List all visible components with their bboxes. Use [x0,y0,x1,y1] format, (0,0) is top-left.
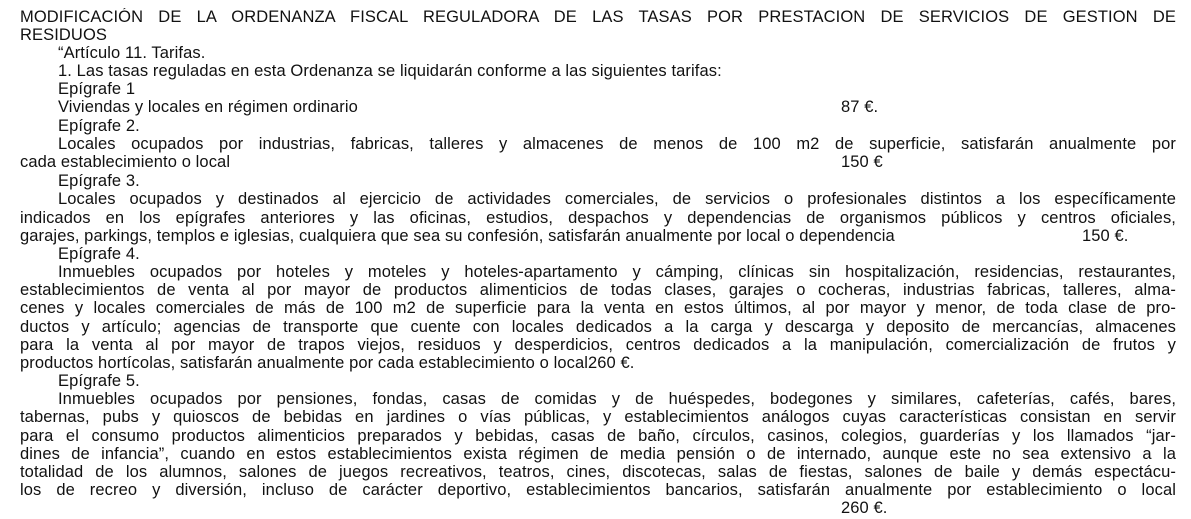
epigrafe-5-text-line-3: para el consumo productos alimenticios preparados y bebidas, casas de baño, círculos, casinos, colegios, guarderías y los llamados “jar- [20,427,1176,445]
epigrafe-5-text-line-4: dines de infancia”, cuando en estos establecimientos exista régimen de media pensión o de internado, aunque este no sea extensivo a la [20,445,1176,463]
epigrafe-5-text-line-2: tabernas, pubs y quioscos de bebidas en jardines o vías públicas, y establecimientos análogos cuyas características consistan en servir [20,408,1176,426]
epigrafe-5-text-line-5: totalidad de los alumnos, salones de juegos recreativos, teatros, cines, discotecas, salas de fiestas, salones de baile y demás espectácu- [20,463,1176,481]
epigrafe-5-heading: Epígrafe 5. [58,372,140,390]
epigrafe-2-heading: Epígrafe 2. [58,117,140,135]
epigrafe-2-amount: 150 € [841,153,883,171]
epigrafe-4-heading: Epígrafe 4. [58,245,140,263]
epigrafe-4-text-line-5: para la venta al por mayor de trapos viejos, residuos y desperdicios, centros dedicados a la manipulación, comercialización de frutos y [20,336,1176,354]
article-heading: “Artículo 11. Tarifas. [58,44,206,62]
epigrafe-4-text-line-1: Inmuebles ocupados por hoteles y moteles y hoteles-apartamento y cámping, clínicas sin hospitalización, residencias, restaurantes, [58,263,1176,281]
epigrafe-5-text-line-1: Inmuebles ocupados por pensiones, fondas, casas de comidas y de huéspedes, bodegones y similares, cafeterías, cafés, bares, [58,390,1176,408]
epigrafe-3-text-line-1: Locales ocupados y destinados al ejercicio de actividades comerciales, de servicios o profesionales distintos a los específicamente [58,190,1176,208]
document-title-continuation: RESIDUOS [20,26,107,44]
epigrafe-4-text-line-2: establecimientos de venta al por mayor de productos alimenticios de todas clases, garajes o cocheras, industrias fabricas, talleres, alma- [20,281,1176,299]
epigrafe-4-text-line-4: ductos y artículo; agencias de transporte que cuente con locales dedicados a la carga y descarga y deposito de mercancías, almacenes [20,318,1176,336]
epigrafe-5-text-line-6: los de recreo y diversión, incluso de carácter deportivo, establecimientos bancarios, satisfarán anualmente por establecimiento o local [20,481,1176,499]
epigrafe-1-amount: 87 €. [841,98,879,116]
document-title: MODIFICACIÓN DE LA ORDENANZA FISCAL REGULADORA DE LAS TASAS POR PRESTACION DE SERVICIOS DE GESTION DE [20,8,1176,26]
intro-paragraph: 1. Las tasas reguladas en esta Ordenanza se liquidarán conforme a las siguientes tarifas: [58,62,722,80]
epigrafe-2-text-line-2: cada establecimiento o local [20,153,231,171]
epigrafe-1-heading: Epígrafe 1 [58,80,136,98]
epigrafe-4-text-line-6: productos hortícolas, satisfarán anualmente por cada establecimiento o local260 €. [20,354,635,372]
epigrafe-3-amount: 150 €. [1082,227,1129,245]
epigrafe-3-text-line-2: indicados en los epígrafes anteriores y las oficinas, estudios, despachos y dependencias de organismos públicos y centros oficiales, [20,209,1176,227]
epigrafe-2-text-line-1: Locales ocupados por industrias, fabricas, talleres y almacenes de menos de 100 m2 de superficie, satisfarán anualmente por [58,135,1176,153]
epigrafe-1-text: Viviendas y locales en régimen ordinario [58,98,358,116]
epigrafe-5-amount: 260 €. [841,499,888,517]
epigrafe-4-text-line-3: cenes y locales comerciales de más de 100 m2 de superficie para la venta en estos últimos, al por mayor y menor, de toda clase de pro- [20,299,1176,317]
epigrafe-3-text-line-3: garajes, parkings, templos e iglesias, cualquiera que sea su confesión, satisfarán anualmente por local o dependencia [20,227,895,245]
epigrafe-3-heading: Epígrafe 3. [58,172,140,190]
